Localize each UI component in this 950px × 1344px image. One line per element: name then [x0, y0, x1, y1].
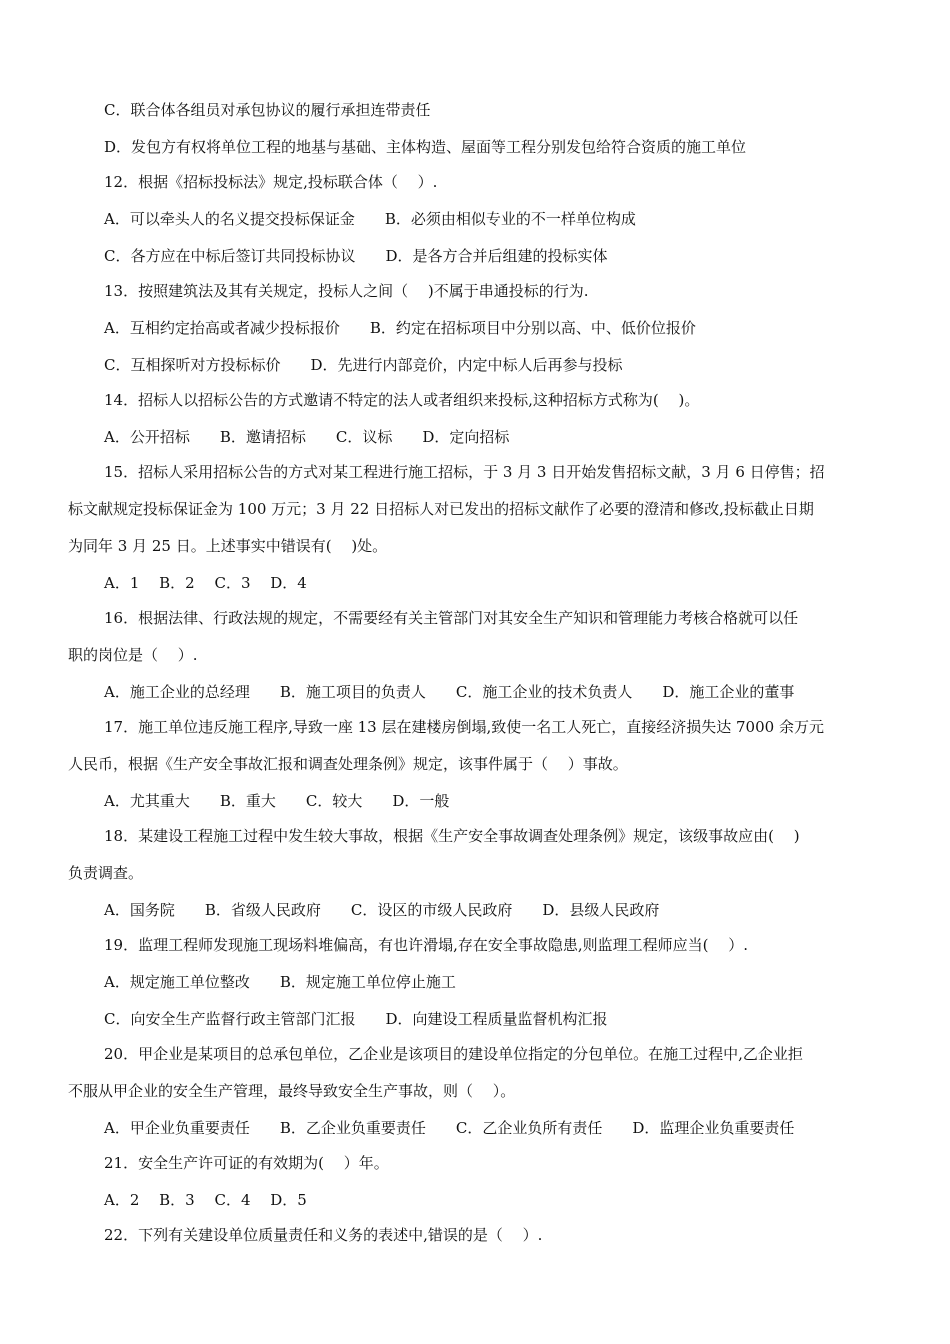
question-13: 13．按照建筑法及其有关规定，投标人之间（ )不属于串通投标的行为.: [104, 282, 589, 300]
options-13-ab: A．互相约定抬高或者减少投标报价 B．约定在招标项目中分别以高、中、低价位报价: [104, 319, 696, 337]
question-12: 12．根据《招标投标法》规定,投标联合体（ ）.: [104, 173, 438, 191]
question-17-line2: 人民币，根据《生产安全事故汇报和调查处理条例》规定，该事件属于（ ）事故。: [68, 755, 628, 773]
options-12-ab: A．可以牵头人的名义提交投标保证金 B．必须由相似专业的不一样单位构成: [104, 210, 636, 228]
options-14: A．公开招标 B．邀请招标 C．议标 D．定向招标: [104, 428, 510, 446]
question-15-line2: 标文献规定投标保证金为 100 万元；3 月 22 日招标人对已发出的招标文献作了必要的澄清和修改,投标截止日期: [68, 500, 814, 518]
question-21: 21．安全生产许可证的有效期为( ）年。: [104, 1154, 389, 1172]
question-17-line1: 17．施工单位违反施工程序,导致一座 13 层在建楼房倒塌,致使一名工人死亡，直接经济损失达 7000 余万元: [104, 718, 824, 736]
question-20-line2: 不服从甲企业的安全生产管理，最终导致安全生产事故，则（ ）。: [68, 1082, 516, 1100]
question-16-line2: 职的岗位是（ ）.: [68, 646, 198, 664]
options-19-ab: A．规定施工单位整改 B．规定施工单位停止施工: [104, 973, 456, 991]
question-20-line1: 20．甲企业是某项目的总承包单位，乙企业是该项目的建设单位指定的分包单位。在施工过程中,乙企业拒: [104, 1045, 803, 1063]
options-18: A．国务院 B．省级人民政府 C．设区的市级人民政府 D．县级人民政府: [104, 901, 660, 919]
question-16-line1: 16．根据法律、行政法规的规定，不需要经有关主管部门对其安全生产知识和管理能力考核合格就可以任: [104, 609, 799, 627]
options-12-cd: C．各方应在中标后签订共同投标协议 D．是各方合并后组建的投标实体: [104, 247, 608, 265]
option-11-d: D．发包方有权将单位工程的地基与基础、主体构造、屋面等工程分别发包给符合资质的施工单位: [104, 138, 747, 156]
options-20: A．甲企业负重要责任 B．乙企业负重要责任 C．乙企业负所有责任 D．监理企业负重要责任: [104, 1119, 795, 1137]
question-22: 22．下列有关建设单位质量责任和义务的表述中,错误的是（ ）.: [104, 1226, 543, 1244]
question-14: 14．招标人以招标公告的方式邀请不特定的法人或者组织来投标,这种招标方式称为( )。: [104, 391, 700, 409]
options-17: A．尤其重大 B．重大 C．较大 D．一般: [104, 792, 450, 810]
question-19: 19．监理工程师发现施工现场料堆偏高，有也许滑塌,存在安全事故隐患,则监理工程师应当( ）.: [104, 936, 749, 954]
option-11-c: C．联合体各组员对承包协议的履行承担连带责任: [104, 101, 431, 119]
options-19-cd: C．向安全生产监督行政主管部门汇报 D．向建设工程质量监督机构汇报: [104, 1010, 608, 1028]
question-18-line1: 18．某建设工程施工过程中发生较大事故，根据《生产安全事故调查处理条例》规定，该级事故应由( ): [104, 827, 800, 845]
options-13-cd: C．互相探听对方投标标价 D．先进行内部竞价，内定中标人后再参与投标: [104, 356, 623, 374]
question-18-line2: 负责调查。: [68, 864, 144, 882]
options-15: A．1 B．2 C．3 D．4: [104, 574, 307, 592]
question-15-line1: 15．招标人采用招标公告的方式对某工程进行施工招标，于 3 月 3 日开始发售招标文献，3 月 6 日停售；招: [104, 463, 825, 481]
options-16: A．施工企业的总经理 B．施工项目的负责人 C．施工企业的技术负责人 D．施工企业的董事: [104, 683, 795, 701]
options-21: A．2 B．3 C．4 D．5: [104, 1191, 307, 1209]
question-15-line3: 为同年 3 月 25 日。上述事实中错误有( )处。: [68, 537, 388, 555]
